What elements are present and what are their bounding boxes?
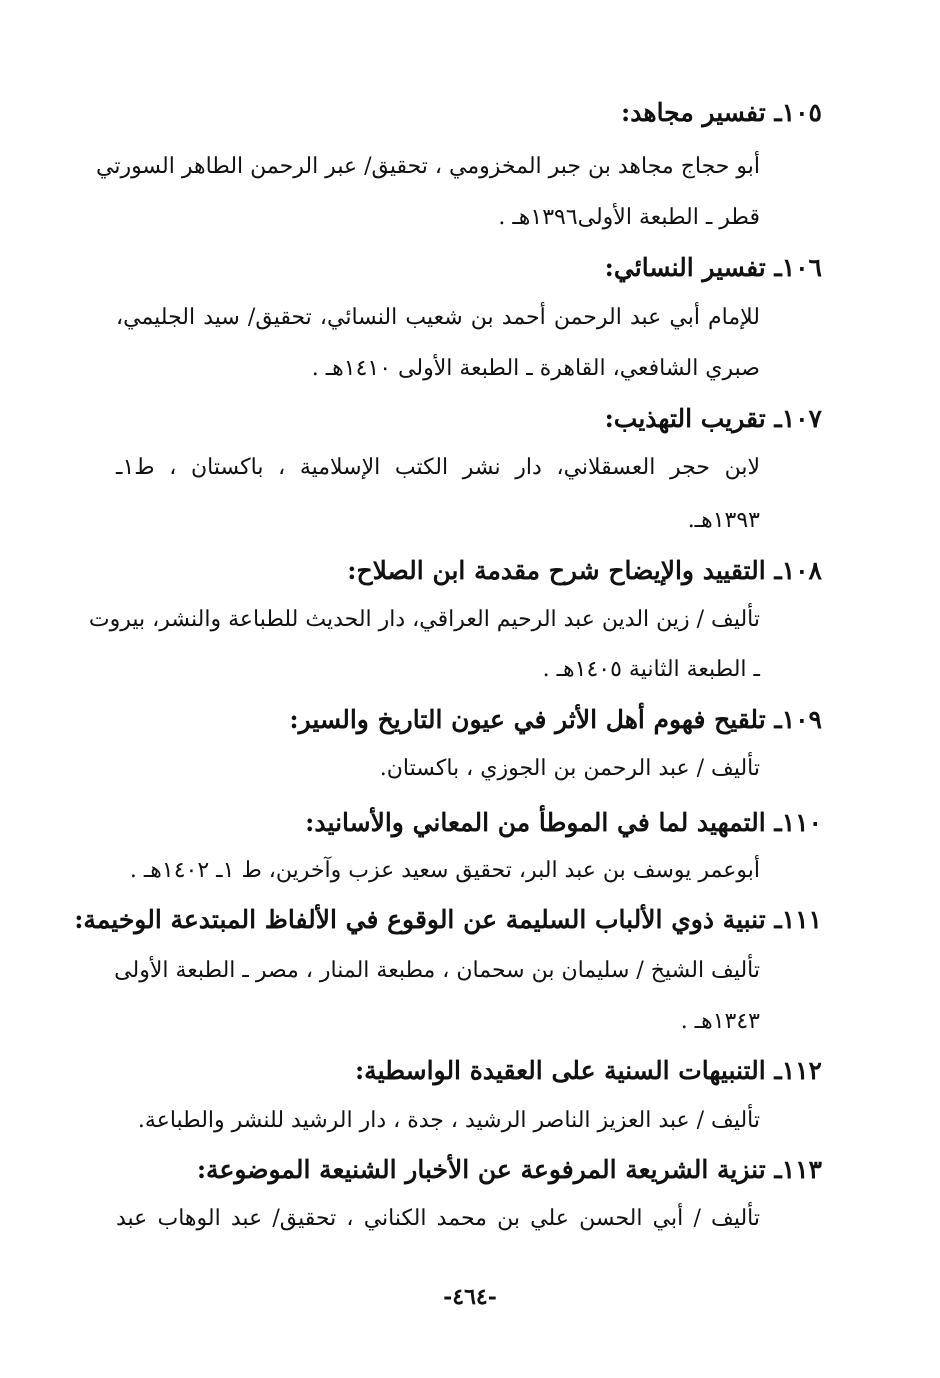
entry-heading: تفسير النسائي:	[604, 253, 766, 282]
entry-109-title: ١٠٩ـ تلقيح فهوم أهل الأثر في عيون التاريخ والسير:	[289, 705, 822, 734]
entry-heading: تنبية ذوي الألباب السليمة عن الوقوع في الألفاظ المبتدعة الوخيمة:	[74, 905, 766, 934]
entry-111-line-1: تأليف الشيخ / سليمان بن سحمان ، مطبعة المنار ، مصر ـ الطبعة الأولى	[114, 958, 760, 983]
entry-number: ١١٠	[781, 808, 822, 837]
entry-111-title: ١١١ـ تنبية ذوي الألباب السليمة عن الوقوع في الألفاظ المبتدعة الوخيمة:	[74, 905, 822, 934]
entry-number: ١١٣	[781, 1155, 822, 1184]
entry-110-title: ١١٠ـ التمهيد لما في الموطأ من المعاني والأسانيد:	[305, 808, 822, 837]
entry-107-line-2: ١٣٩٣هـ.	[687, 508, 760, 533]
entry-106-line-1: للإمام أبي عبد الرحمن أحمد بن شعيب النسائي، تحقيق/ سيد الجليمي،	[116, 305, 760, 330]
entry-105-line-1: أبو حجاج مجاهد بن جبر المخزومي ، تحقيق/ عبر الرحمن الطاهر السورتي	[95, 154, 760, 179]
entry-112-title: ١١٢ـ التنبيهات السنية على العقيدة الواسطية:	[354, 1056, 822, 1085]
entry-111-line-2: ١٣٤٣هـ .	[680, 1009, 760, 1034]
entry-number: ١٠٨	[781, 556, 822, 585]
entry-number: ١١١	[781, 905, 822, 934]
entry-113-line-1: تأليف / أبي الحسن علي بن محمد الكناني ، تحقيق/ عبد الوهاب عبد	[116, 1206, 760, 1231]
entry-heading: تلقيح فهوم أهل الأثر في عيون التاريخ والسير:	[289, 705, 766, 734]
entry-heading: تقريب التهذيب:	[604, 404, 766, 433]
entry-108-line-1: تأليف / زين الدين عبد الرحيم العراقي، دار الحديث للطباعة والنشر، بيروت	[88, 607, 760, 632]
entry-heading: التمهيد لما في الموطأ من المعاني والأسانيد:	[305, 808, 766, 837]
page-number: -٤٦٤-	[443, 1284, 497, 1310]
entry-number: ١١٢	[781, 1056, 822, 1085]
entry-108-line-2: ـ الطبعة الثانية ١٤٠٥هـ .	[542, 657, 760, 682]
entry-113-title: ١١٣ـ تنزية الشريعة المرفوعة عن الأخبار الشنيعة الموضوعة:	[196, 1155, 822, 1184]
entry-number: ١٠٥	[781, 98, 822, 127]
entry-108-title: ١٠٨ـ التقييد والإيضاح شرح مقدمة ابن الصلاح:	[347, 556, 822, 585]
entry-heading: التنبيهات السنية على العقيدة الواسطية:	[354, 1056, 766, 1085]
entry-heading: التقييد والإيضاح شرح مقدمة ابن الصلاح:	[347, 556, 766, 585]
entry-106-line-2: صبري الشافعي، القاهرة ـ الطبعة الأولى ١٤١٠هـ .	[311, 356, 760, 381]
entry-105-line-2: قطر ـ الطبعة الأولى١٣٩٦هـ .	[498, 205, 760, 230]
entry-number: ١٠٧	[781, 404, 822, 433]
entry-number: ١٠٦	[781, 253, 822, 282]
entry-112-line-1: تأليف / عبد العزيز الناصر الرشيد ، جدة ، دار الرشيد للنشر والطباعة.	[137, 1108, 760, 1133]
entry-heading: تفسير مجاهد:	[621, 98, 766, 127]
entry-109-line-1: تأليف / عبد الرحمن بن الجوزي ، باكستان.	[379, 756, 760, 781]
entry-105-title: ١٠٥ـ تفسير مجاهد:	[621, 98, 822, 127]
entry-number: ١٠٩	[781, 705, 822, 734]
entry-heading: تنزية الشريعة المرفوعة عن الأخبار الشنيعة الموضوعة:	[196, 1155, 766, 1184]
entry-110-line-1: أبوعمر يوسف بن عبد البر، تحقيق سعيد عزب وآخرين، ط ١ـ ١٤٠٢هـ .	[129, 858, 760, 883]
entry-106-title: ١٠٦ـ تفسير النسائي:	[604, 253, 822, 282]
entry-107-line-1: لابن حجر العسقلاني، دار نشر الكتب الإسلامية ، باكستان ، ط١ـ	[116, 455, 760, 480]
entry-107-title: ١٠٧ـ تقريب التهذيب:	[604, 404, 822, 433]
